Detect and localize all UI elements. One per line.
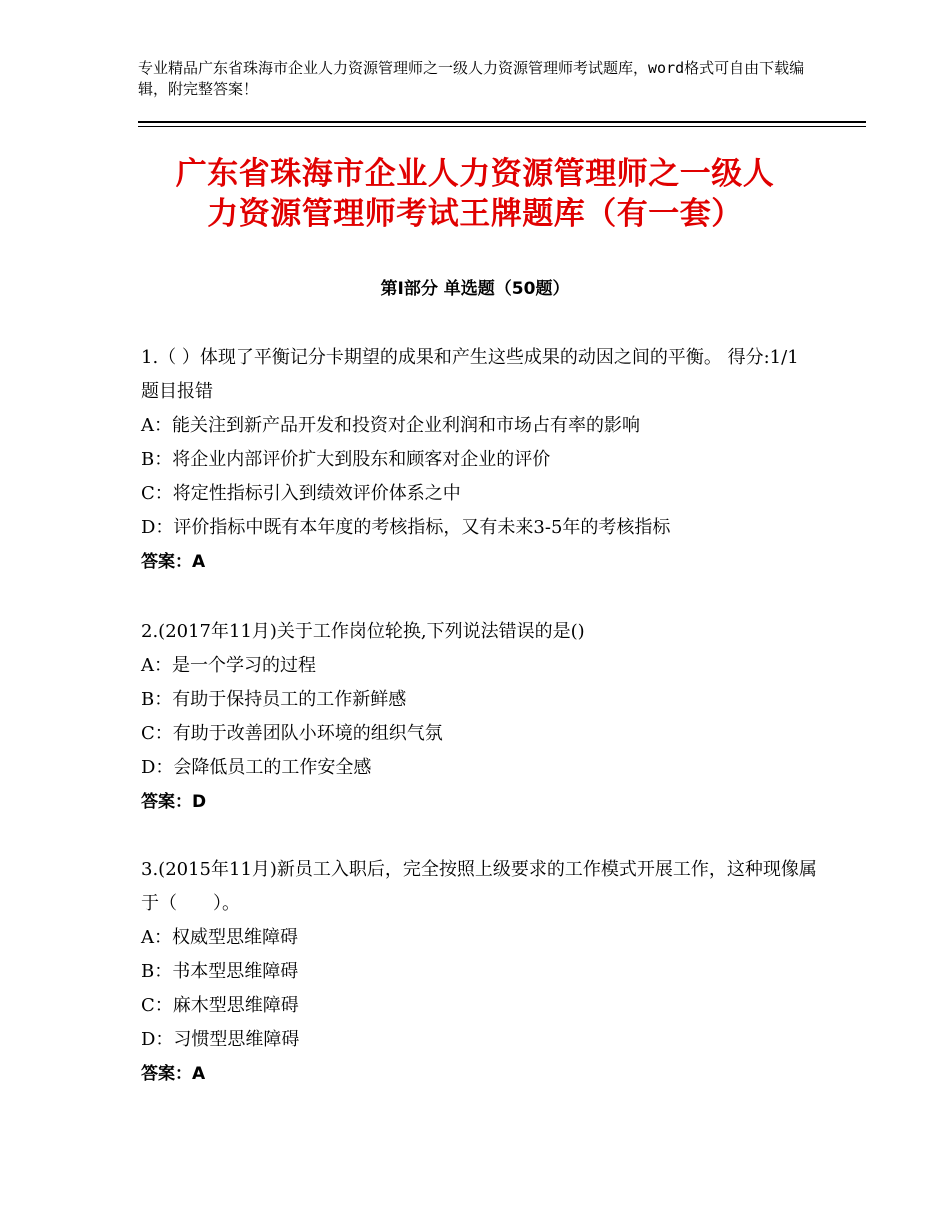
section-title: 第Ⅰ部分 单选题（50题） — [380, 279, 570, 299]
option-d: D：评价指标中既有本年度的考核指标，又有未来3-5年的考核指标 — [141, 517, 671, 538]
document-title-line-1: 广东省珠海市企业人力资源管理师之一级人 — [175, 156, 775, 192]
question-3 — [141, 853, 821, 1091]
header-rule-thick — [138, 121, 866, 123]
question-stem: 1.（ ）体现了平衡记分卡期望的成果和产生这些成果的动因之间的平衡。 得分:1/1 题目报错 — [141, 347, 799, 402]
option-b: B：将企业内部评价扩大到股东和顾客对企业的评价 — [141, 449, 551, 470]
option-c: C：将定性指标引入到绩效评价体系之中 — [141, 483, 461, 504]
option-b: B：有助于保持员工的工作新鲜感 — [141, 689, 407, 710]
option-a: A：能关注到新产品开发和投资对企业利润和市场占有率的影响 — [141, 415, 640, 436]
header-note: 专业精品广东省珠海市企业人力资源管理师之一级人力资源管理师考试题库，word格式可自由下载编辑，附完整答案！ — [138, 59, 805, 98]
option-d: D：习惯型思维障碍 — [141, 1029, 300, 1050]
document-title — [100, 154, 850, 234]
question-stem: 3.(2015年11月)新员工入职后，完全按照上级要求的工作模式开展工作，这种现像属于（ ）。 — [141, 859, 817, 914]
answer: 答案：D — [141, 792, 207, 812]
answer: 答案：A — [141, 1064, 206, 1084]
question-stem: 2.(2017年11月)关于工作岗位轮换,下列说法错误的是() — [141, 621, 585, 642]
answer: 答案：A — [141, 552, 206, 572]
option-d: D：会降低员工的工作安全感 — [141, 757, 372, 778]
option-c: C：麻木型思维障碍 — [141, 995, 299, 1016]
option-c: C：有助于改善团队小环境的组织气氛 — [141, 723, 443, 744]
option-a: A：是一个学习的过程 — [141, 655, 316, 676]
question-2 — [141, 615, 821, 819]
document-title-line-2: 力资源管理师考试王牌题库（有一套） — [207, 196, 743, 232]
header-rule-thin — [138, 126, 866, 127]
option-a: A：权威型思维障碍 — [141, 927, 298, 948]
question-1 — [141, 341, 821, 579]
option-b: B：书本型思维障碍 — [141, 961, 299, 982]
